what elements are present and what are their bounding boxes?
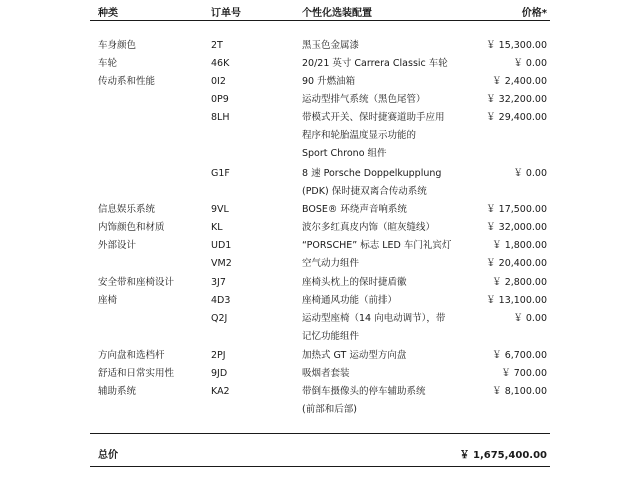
price-cell: ￥ 17,500.00 (486, 204, 547, 215)
header-order-no: 订单号 (211, 8, 241, 19)
header-rule (90, 20, 550, 21)
order-code-cell: 0I2 (211, 76, 226, 87)
price-cell: ￥ 0.00 (513, 313, 547, 324)
bottom-rule (90, 466, 550, 467)
config-cell: (PDK) 保时捷双离合传动系统 (302, 186, 427, 197)
order-code-cell: KA2 (211, 386, 230, 397)
price-cell: ￥ 700.00 (501, 368, 547, 379)
config-cell: 程序和轮胎温度显示功能的 (302, 130, 417, 141)
category-cell: 信息娱乐系统 (98, 204, 156, 215)
config-cell: 20/21 英寸 Carrera Classic 车轮 (302, 58, 448, 69)
config-cell: 座椅通风功能（前排） (302, 295, 398, 306)
config-cell: 运动型排气系统（黑色尾管） (302, 94, 426, 105)
order-code-cell: 0P9 (211, 94, 229, 105)
category-cell: 安全带和座椅设计 (98, 277, 175, 288)
config-cell: 运动型座椅（14 向电动调节），带 (302, 313, 446, 324)
total-label: 总价 (98, 450, 118, 461)
config-cell: 带模式开关、保时捷赛道助手应用 (302, 112, 445, 123)
config-cell: Sport Chrono 组件 (302, 148, 387, 159)
config-cell: “PORSCHE” 标志 LED 车门礼宾灯 (302, 240, 452, 251)
price-cell: ￥ 0.00 (513, 58, 547, 69)
price-cell: ￥ 15,300.00 (486, 40, 547, 51)
price-cell: ￥ 20,400.00 (486, 258, 547, 269)
price-cell: ￥ 29,400.00 (486, 112, 547, 123)
config-cell: 空气动力组件 (302, 258, 360, 269)
category-cell: 车轮 (98, 58, 118, 69)
config-cell: 8 速 Porsche Doppelkupplung (302, 168, 442, 179)
config-cell: 记忆功能组件 (302, 331, 360, 342)
order-code-cell: UD1 (211, 240, 232, 251)
config-cell: 黑玉色金属漆 (302, 40, 360, 51)
price-cell: ￥ 2,800.00 (492, 277, 547, 288)
price-cell: ￥ 32,200.00 (486, 94, 547, 105)
price-cell: ￥ 32,000.00 (486, 222, 547, 233)
order-code-cell: 9VL (211, 204, 229, 215)
header-price: 价格* (521, 8, 547, 19)
category-cell: 车身颜色 (98, 40, 137, 51)
price-cell: ￥ 2,400.00 (492, 76, 547, 87)
category-cell: 舒适和日常实用性 (98, 368, 175, 379)
config-cell: 吸烟者套装 (302, 368, 350, 379)
config-cell: 座椅头枕上的保时捷盾徽 (302, 277, 407, 288)
header-category: 种类 (98, 8, 118, 19)
category-cell: 传动系和性能 (98, 76, 156, 87)
order-code-cell: 4D3 (211, 295, 231, 306)
total-rule (90, 433, 550, 434)
config-cell: BOSE® 环绕声音响系统 (302, 204, 407, 215)
order-code-cell: KL (211, 222, 223, 233)
category-cell: 座椅 (98, 295, 118, 306)
config-cell: 带倒车摄像头的停车辅助系统 (302, 386, 426, 397)
total-value: ￥ 1,675,400.00 (459, 450, 547, 461)
price-cell: ￥ 8,100.00 (492, 386, 547, 397)
order-code-cell: 9JD (211, 368, 228, 379)
config-cell: (前部和后部) (302, 404, 357, 415)
order-code-cell: 46K (211, 58, 230, 69)
header-config: 个性化选装配置 (302, 8, 372, 19)
price-cell: ￥ 13,100.00 (486, 295, 547, 306)
order-code-cell: Q2J (211, 313, 228, 324)
price-cell: ￥ 1,800.00 (492, 240, 547, 251)
price-cell: ￥ 0.00 (513, 168, 547, 179)
config-cell: 加热式 GT 运动型方向盘 (302, 350, 407, 361)
config-cell: 波尔多红真皮内饰（暄灰缝线） (302, 222, 436, 233)
order-code-cell: G1F (211, 168, 230, 179)
category-cell: 内饰颜色和材质 (98, 222, 165, 233)
category-cell: 方向盘和选档杆 (98, 350, 165, 361)
order-code-cell: 2PJ (211, 350, 226, 361)
order-code-cell: 8LH (211, 112, 230, 123)
config-cell: 90 升燃油箱 (302, 76, 356, 87)
order-code-cell: 2T (211, 40, 223, 51)
category-cell: 辅助系统 (98, 386, 137, 397)
order-code-cell: VM2 (211, 258, 232, 269)
price-cell: ￥ 6,700.00 (492, 350, 547, 361)
category-cell: 外部设计 (98, 240, 137, 251)
order-code-cell: 3J7 (211, 277, 226, 288)
